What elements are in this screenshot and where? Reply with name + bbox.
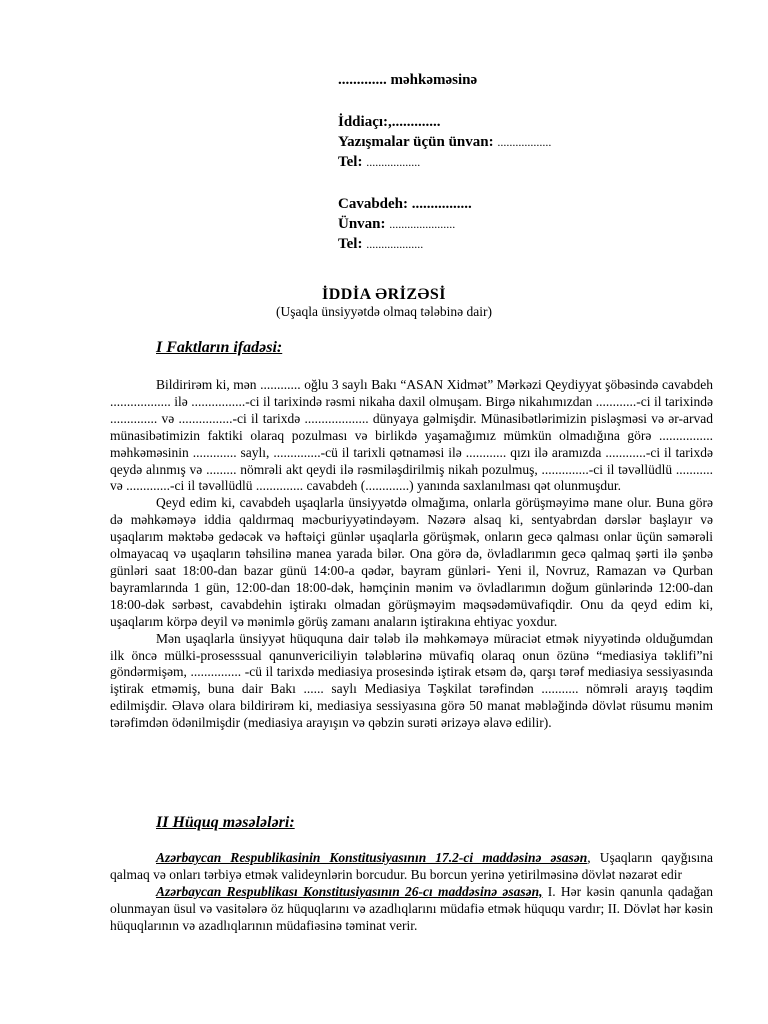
facts-paragraph-3: Mən uşaqlarla ünsiyyət hüququna dair tələb ilə məhkəməyə müraciət etmək niyyətində olduğumdan ilk öncə mülki-prosesssual qanunvericiliyin tələblərinə müvafiq olaraq onun özünə “mediasiya təklifi”ni göndərmişəm, ............... -cü il tarixdə mediasiya prosesində iştirak etsəm də, qarşı tərəf mediasiya sessiyasında iştirak etməmiş, buna dair Bakı ...... saylı Mediasiya Təşkilat tərəfindən ........... nömrəli arayış təqdim edilmişdir. Əlavə olara bildirirəm ki, mediasiya sessiyasına görə 50 manat məbləğində dövlət rüsumu mənim tərəfimdən ödənilmişdir (mediasiya arayışın və qəbzin surəti ərizəyə əlavə edilir). <box>110 630 713 731</box>
correspondence-value: .................. <box>497 135 552 149</box>
law-paragraph-1 <box>110 850 713 884</box>
section-law-body <box>110 850 713 935</box>
section-facts-body <box>110 377 713 732</box>
document-subtitle: (Uşaqla ünsiyyətdə olmaq tələbinə dair) <box>276 304 492 319</box>
law-reference-17-2: Azərbaycan Respublikasinin Konstitusiyasının 17.2-ci maddəsinə əsasən <box>156 850 588 865</box>
law-text-17-2: , Uşaqların qayğısına qalmaq və onları tərbiyə etmək valideynlərin borcudur. Bu borcun yerinə yetirilməsinə dövlət nəzarət edir <box>110 850 713 882</box>
tel-label: Tel: <box>338 154 363 170</box>
law-text-26: I. Hər kəsin qanunla qadağan olunmayan üsul və vasitələrə öz hüquqlarını və azadlıqlarını müdafiə etmək hüququ vardır; II. Dövlət hər kəsin hüquqlarının və azadlıqlarının müdafiəsinə təminat verir. <box>110 883 713 933</box>
address-line <box>338 214 738 234</box>
tel-value: .................. <box>366 155 421 169</box>
tel2-line <box>338 234 738 254</box>
facts-paragraph-2: Qeyd edim ki, cavabdeh uşaqlarla ünsiyyətdə olmağıma, onlarla görüşməyimə mane olur. Buna görə də məhkəməyə iddia qaldırmaq məcburiyyətindəyəm. Nəzərə alsaq ki, sentyabrdan dərslər başlayır və uşaqlarım məktəbə gedəcək və həftəiçi günlər uşaqlarla görüşmək, onların gecə qalması onlar üçün səmərəli olmayacaq və uşaqların təhsilinə manea yarada bilər. Ona görə də, övladlarımın gecə qalmaq şərti ilə şənbə günləri saat 18:00-dan bazar günü 14:00-a qədər, bayram günləri- Yeni il, Novruz, Ramazan və Qurban bayramlarında 1 gün, 12:00-dan 18:00-dək, həmçinin mənim və övladlarımın doğum günlərində 12:00-dan 18:00-dək sərbəst, cavabdehin iştirakı olmadan görüşməyim məqsədəmüvafiqdir. Onu da qeyd edim ki, uşaqlarım körpə deyil və mənimlə görüş zamanı anaların iştirakına ehtiyac yoxdur. <box>110 495 713 629</box>
section-facts-heading: I Faktların ifadəsi: <box>156 339 283 356</box>
addressee-block <box>338 70 738 254</box>
address-value: ...................... <box>389 217 456 231</box>
tel2-value: ................... <box>366 237 424 251</box>
law-reference-26: Azərbaycan Respublikası Konstitusiyasının 26-cı maddəsinə əsasən, <box>156 883 543 899</box>
court-line: ............. məhkəməsinə <box>338 72 478 88</box>
law-paragraph-2 <box>110 884 713 935</box>
correspondence-label: Yazışmalar üçün ünvan: <box>338 134 494 150</box>
plaintiff-line: İddiaçı:,............. <box>338 114 441 130</box>
facts-paragraph-1: Bildirirəm ki, mən ............ oğlu 3 saylı Bakı “ASAN Xidmət” Mərkəzi Qeydiyyat şöbəsində cavabdeh .................. ilə ................-ci il tarixində rəsmi nikaha daxil olmuşam. Birgə nikahımızdan ............-ci il tarixində .............. və ................-ci il tarixdə ................... dünyaya gəlmişdir. Münasibətlərimizin pisləşməsi və ər-arvad münasibətimizin faktiki olaraq pozulması və birlikdə yaşamağımız mümkün olmadığına görə ................ məhkəməsinin ............. saylı, ..............-cü il tarixli qətnaməsi ilə ............ qızı ilə aramızda ............-ci il tarixdə qeydə alınmış və ......... nömrəli akt qeydi ilə rəsmiləşdirilmiş nikah pozulmuş, ..............-ci il təvəllüdlü ........... və .............-ci il təvəllüdlü .............. cavabdeh (.............) yanında saxlanılması qət olunmuşdur. <box>110 377 713 494</box>
tel-line <box>338 152 738 172</box>
document-title: İDDİA ƏRİZƏSİ <box>322 286 446 303</box>
tel2-label: Tel: <box>338 236 363 252</box>
section-law-heading: II Hüquq məsələləri: <box>156 814 295 831</box>
address-label: Ünvan: <box>338 216 386 232</box>
correspondence-line <box>338 132 738 152</box>
defendant-line: Cavabdeh: ................ <box>338 196 472 212</box>
